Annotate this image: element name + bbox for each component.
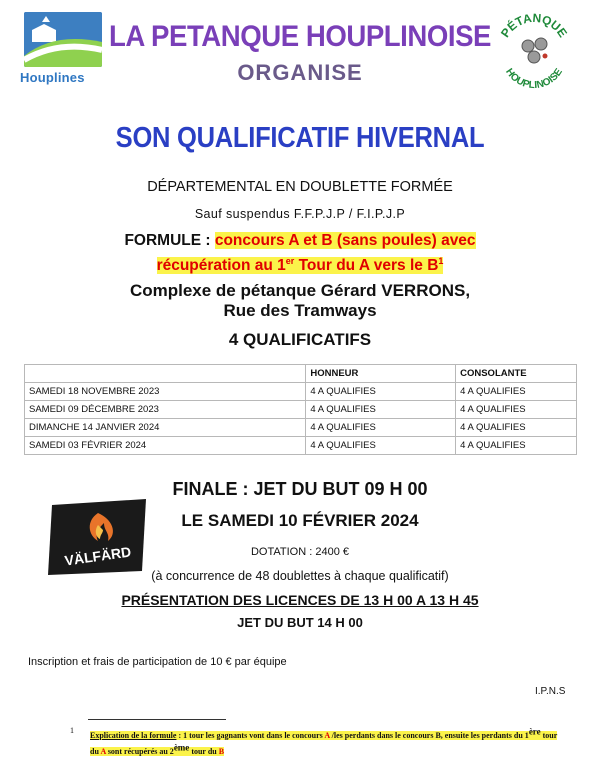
table-cell-honneur: 4 A QUALIFIES	[306, 419, 456, 437]
table-cell-consolante: 4 A QUALIFIES	[456, 401, 577, 419]
table-cell-honneur: 4 A QUALIFIES	[306, 401, 456, 419]
table-cell-date: SAMEDI 03 FÉVRIER 2024	[25, 437, 306, 455]
formule-footnote-ref: 1	[438, 256, 444, 266]
eligibility-note: Sauf suspendus F.F.P.J.P / F.I.P.J.P	[194, 207, 406, 221]
table-header-cell: CONSOLANTE	[456, 365, 577, 383]
event-category: DÉPARTEMENTAL EN DOUBLETTE FORMÉE	[147, 179, 453, 195]
table-row	[25, 383, 577, 401]
footnote-text: ère	[528, 726, 541, 736]
logo-arc-top-text: PÉTANQUE	[497, 10, 571, 40]
qualifs-count: 4 QUALIFICATIFS	[228, 330, 372, 349]
houplines-logo-text: Houplines	[20, 70, 85, 85]
inscription-fee: Inscription et frais de participation de 10 € par équipe	[28, 656, 287, 668]
formule-sup1: er	[285, 256, 295, 266]
valfard-sponsor-logo	[46, 497, 151, 577]
table-header-cell: HONNEUR	[306, 365, 456, 383]
table-cell-honneur: 4 A QUALIFIES	[306, 383, 456, 401]
table-row	[25, 437, 577, 455]
licence-presentation: PRÉSENTATION DES LICENCES DE 13 H 00 A 13 H 45	[121, 592, 479, 608]
table-cell-date: DIMANCHE 14 JANVIER 2024	[25, 419, 306, 437]
footnote-text: ème	[173, 742, 190, 753]
finale-date: LE SAMEDI 10 FÉVRIER 2024	[181, 511, 419, 530]
table-header-cell	[25, 365, 306, 383]
footnote-divider	[88, 719, 226, 720]
concurrence-note: (à concurrence de 48 doublettes à chaque qualificatif)	[151, 569, 449, 583]
dotation-amount: DOTATION : 2400 €	[250, 546, 349, 558]
footnote-text: /les perdants dans le concours B, ensuite les perdants du 1	[329, 730, 529, 740]
formule-text	[0, 230, 600, 276]
table-cell-date: SAMEDI 18 NOVEMBRE 2023	[25, 383, 306, 401]
footnote-text: sont récupérés au 2	[105, 747, 174, 757]
venue-line2: Rue des Tramways	[223, 301, 377, 320]
jet-du-but-time: JET DU BUT 14 H 00	[237, 615, 363, 630]
finale-time: FINALE : JET DU BUT 09 H 00	[172, 479, 428, 499]
table-row	[25, 419, 577, 437]
event-headline: SON QUALIFICATIF HIVERNAL	[115, 122, 485, 154]
formule-part2b: Tour du A vers le B	[294, 257, 439, 275]
table-cell-consolante: 4 A QUALIFIES	[456, 437, 577, 455]
page-title: LA PETANQUE HOUPLINOISE	[108, 20, 491, 53]
footnote-text: tour du	[189, 747, 219, 757]
table-cell-date: SAMEDI 09 DÉCEMBRE 2023	[25, 401, 306, 419]
footnote-text: tour du	[90, 730, 558, 757]
footnote	[70, 725, 560, 758]
footnote-number: 1	[70, 726, 74, 735]
schedule-table	[24, 364, 577, 455]
footnote-text: A	[100, 747, 106, 757]
formule-label: FORMULE :	[124, 232, 215, 249]
footnote-text: A	[324, 730, 330, 740]
venue-line1: Complexe de pétanque Gérard VERRONS,	[129, 281, 471, 300]
formule-part1: concours A et B (sans poules) avec	[214, 232, 476, 249]
page-subtitle: ORGANISE	[237, 60, 363, 85]
formule-part2a: récupération au 1	[156, 257, 286, 275]
sponsor-name: VÄLFÄRD	[63, 543, 133, 569]
ipns-mark: I.P.N.S	[535, 686, 566, 697]
footnote-text: : 1 tour les gagnants vont dans le concours	[176, 730, 325, 740]
logo-arc-bottom-text: HOUPLINOISE	[503, 66, 565, 92]
table-cell-honneur: 4 A QUALIFIES	[306, 437, 456, 455]
table-header-row	[25, 365, 577, 383]
table-cell-consolante: 4 A QUALIFIES	[456, 383, 577, 401]
footnote-label: Explication de la formule	[90, 730, 177, 740]
footnote-text: B	[218, 747, 225, 757]
table-row	[25, 401, 577, 419]
table-cell-consolante: 4 A QUALIFIES	[456, 419, 577, 437]
